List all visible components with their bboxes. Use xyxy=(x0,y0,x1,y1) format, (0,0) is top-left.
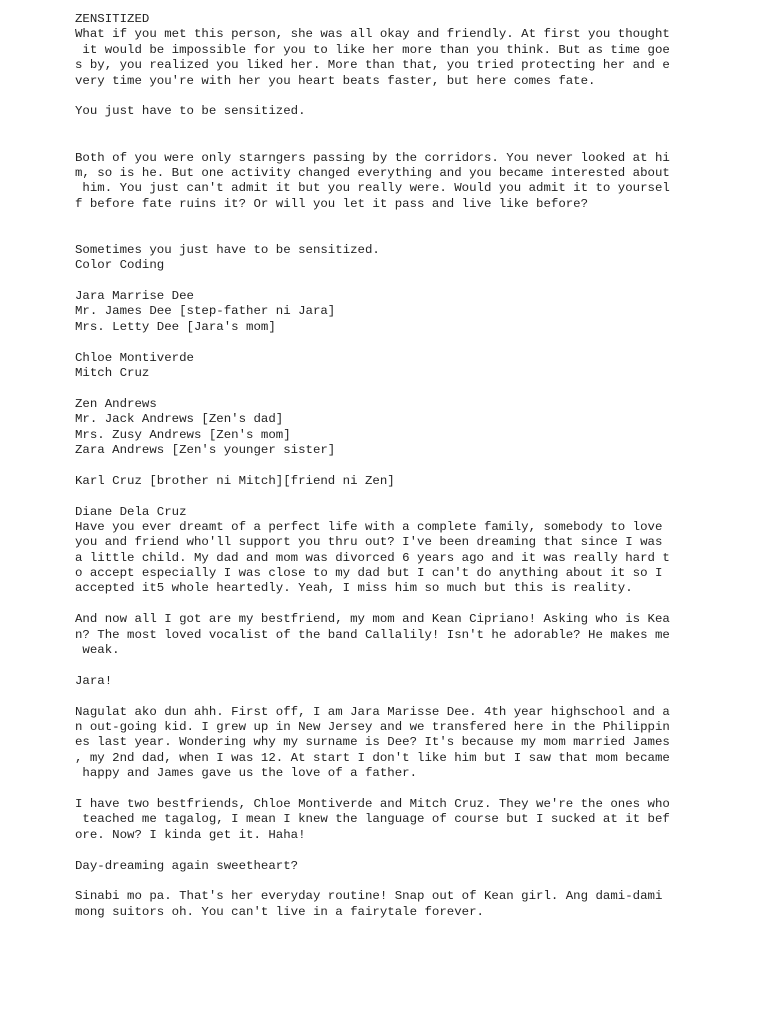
text-line: Both of you were only starngers passing by the corridors. You never looked at hi xyxy=(75,150,670,165)
text-line: ZENSITIZED xyxy=(75,12,150,26)
text-line: mong suitors oh. You can't live in a fairytale forever. xyxy=(75,904,484,919)
cast-group-friends xyxy=(75,351,695,382)
text-line: teached me tagalog, I mean I knew the language of course but I sucked at it bef xyxy=(75,812,670,827)
text-line: What if you met this person, she was all okay and friendly. At first you thought xyxy=(75,27,670,42)
text-line: weak. xyxy=(75,643,120,658)
synopsis-closing xyxy=(75,243,695,274)
synopsis-paragraph-2 xyxy=(75,151,695,213)
text-line: it would be impossible for you to like her more than you think. But as time goe xyxy=(75,42,670,57)
text-line: happy and James gave us the love of a father. xyxy=(75,766,418,781)
text-line: very time you're with her you heart beats faster, but here comes fate. xyxy=(75,73,596,88)
blank-line xyxy=(75,274,695,289)
blank-line xyxy=(75,212,695,243)
text-line: Mr. Jack Andrews [Zen's dad] xyxy=(75,412,284,427)
blank-line xyxy=(75,89,695,104)
text-line: Day-dreaming again sweetheart? xyxy=(75,858,299,873)
text-line: o accept especially I was close to my dad but I can't do anything about it so I xyxy=(75,566,663,581)
text-line: accepted it5 whole heartedly. Yeah, I miss him so much but this is reality. xyxy=(75,581,633,596)
blank-line xyxy=(75,335,695,350)
text-line: Jara! xyxy=(75,673,113,688)
blank-line xyxy=(75,120,695,151)
story-line-daydreaming xyxy=(75,859,695,874)
blank-line xyxy=(75,782,695,797)
cast-group-jara xyxy=(75,289,695,335)
text-line: Chloe Montiverde xyxy=(75,350,194,365)
text-line: Diane Dela Cruz xyxy=(75,504,187,519)
blank-line xyxy=(75,843,695,858)
story-paragraph-1 xyxy=(75,505,695,597)
blank-line xyxy=(75,874,695,889)
text-line: Sometimes you just have to be sensitized. xyxy=(75,242,380,257)
text-line: Mrs. Zusy Andrews [Zen's mom] xyxy=(75,427,291,442)
text-line: s by, you realized you liked her. More than that, you tried protecting her and e xyxy=(75,58,670,73)
story-paragraph-2 xyxy=(75,612,695,658)
blank-line xyxy=(75,689,695,704)
text-line: Sinabi mo pa. That's her everyday routine! Snap out of Kean girl. Ang dami-dami xyxy=(75,889,663,904)
cast-group-karl xyxy=(75,474,695,489)
text-line: Have you ever dreamt of a perfect life with a complete family, somebody to love xyxy=(75,519,663,534)
text-line: Nagulat ako dun ahh. First off, I am Jara Marisse Dee. 4th year highschool and a xyxy=(75,704,670,719)
story-title xyxy=(75,12,695,27)
story-paragraph-5 xyxy=(75,889,695,920)
blank-line xyxy=(75,458,695,473)
text-line: Karl Cruz [brother ni Mitch][friend ni Zen] xyxy=(75,473,395,488)
blank-line xyxy=(75,381,695,396)
text-line: n? The most loved vocalist of the band Callalily! Isn't he adorable? He makes me xyxy=(75,627,670,642)
text-line: And now all I got are my bestfriend, my mom and Kean Cipriano! Asking who is Kea xyxy=(75,612,670,627)
text-line: you and friend who'll support you thru out? I've been dreaming that since I was xyxy=(75,535,663,550)
text-line: Jara Marrise Dee xyxy=(75,289,194,304)
text-line: Zara Andrews [Zen's younger sister] xyxy=(75,442,336,457)
text-line: Mitch Cruz xyxy=(75,366,150,381)
blank-line xyxy=(75,489,695,504)
text-line: You just have to be sensitized. xyxy=(75,104,306,119)
text-line: I have two bestfriends, Chloe Montiverde and Mitch Cruz. They we're the ones who xyxy=(75,796,670,811)
text-line: es last year. Wondering why my surname is Dee? It's because my mom married James xyxy=(75,735,670,750)
text-line: Mr. James Dee [step-father ni Jara] xyxy=(75,304,336,319)
blank-line xyxy=(75,658,695,673)
text-line: ore. Now? I kinda get it. Haha! xyxy=(75,827,306,842)
text-line: , my 2nd dad, when I was 12. At start I don't like him but I saw that mom became xyxy=(75,750,670,765)
story-paragraph-4 xyxy=(75,797,695,843)
synopsis-paragraph-1 xyxy=(75,27,695,89)
text-line: Color Coding xyxy=(75,258,165,273)
text-line: m, so is he. But one activity changed everything and you became interested about xyxy=(75,165,670,180)
text-line: f before fate ruins it? Or will you let it pass and live like before? xyxy=(75,196,589,211)
text-line: a little child. My dad and mom was divorced 6 years ago and it was really hard t xyxy=(75,550,670,565)
text-line: Zen Andrews xyxy=(75,396,157,411)
blank-line xyxy=(75,597,695,612)
story-paragraph-3 xyxy=(75,705,695,782)
text-line: Mrs. Letty Dee [Jara's mom] xyxy=(75,319,276,334)
synopsis-line-sensitized xyxy=(75,104,695,119)
document-page xyxy=(75,12,695,920)
text-line: him. You just can't admit it but you really were. Would you admit it to yoursel xyxy=(75,181,670,196)
text-line: n out-going kid. I grew up in New Jersey and we transfered here in the Philippin xyxy=(75,720,670,734)
story-line-jara xyxy=(75,674,695,689)
cast-group-zen xyxy=(75,397,695,459)
